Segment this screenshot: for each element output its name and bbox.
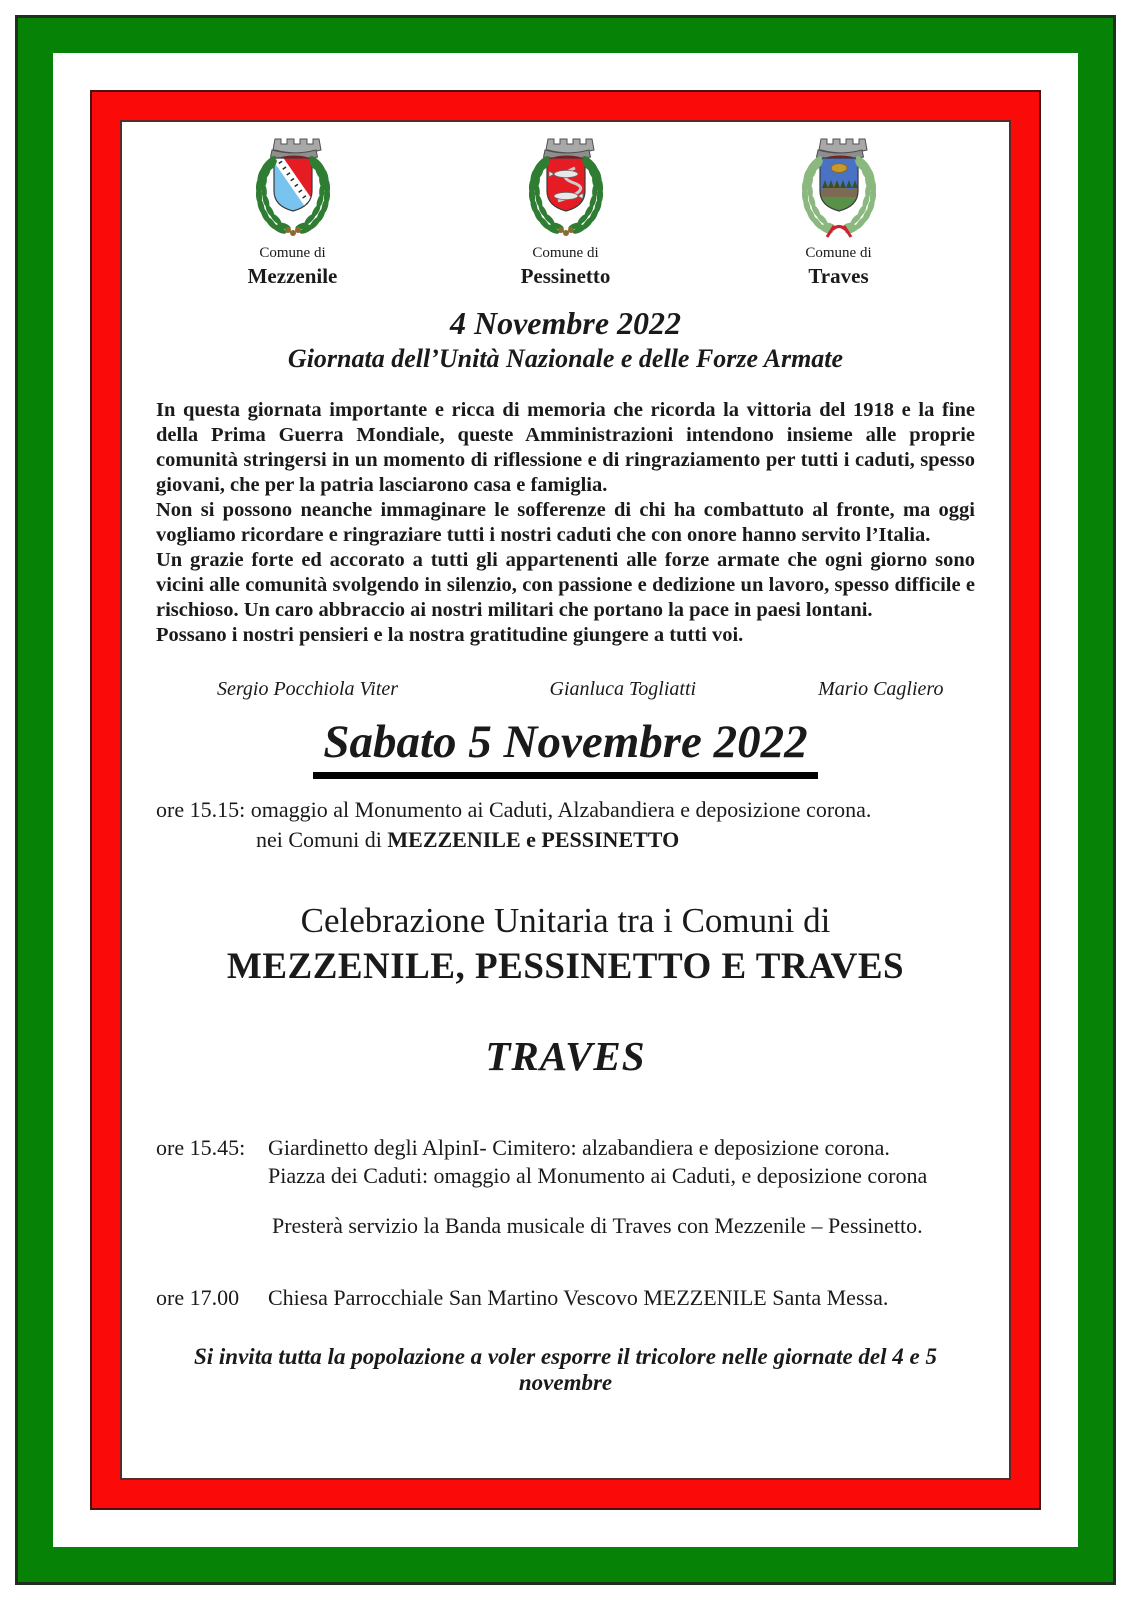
celebration-line1: Celebrazione Unitaria tra i Comuni di [300,901,831,940]
event-1515-line2-prefix: nei Comuni di [256,827,388,852]
commune-traves [702,134,975,289]
celebration-heading [156,901,975,988]
footer-note: Si invita tutta la popolazione a voler esporre il tricolore nelle giornate del 4 e 5 novembre [193,1344,937,1395]
time-label: ore 15.45: [156,1135,246,1160]
mezzenile-coat-of-arms-icon [230,134,356,238]
commune-label: Comune di [532,245,599,261]
body-paragraph: Possano i nostri pensieri e la nostra gratitudine giungere a tutti voi. [156,624,744,646]
tricolor-frame-green [15,15,1116,1585]
commune-label: Comune di [805,245,872,261]
tricolor-frame-white-gap [53,53,1078,1547]
band-note: Presterà servizio la Banda musicale di Traves con Mezzenile – Pessinetto. [272,1213,923,1238]
body-paragraph: Non si possono neanche immaginare le sofferenze di chi ha combattuto al fronte, ma oggi vogliamo ricordare e ringraziare tutti i nostri caduti che con onore hanno servito l’Italia. [156,499,975,546]
time-label: ore 17.00 [156,1285,240,1310]
commune-name: Mezzenile [247,264,338,288]
schedule-1545-line1: Giardinetto degli AlpinI- Cimitero: alzabandiera e deposizione corona. [268,1135,890,1160]
commune-label: Comune di [259,245,326,261]
commune-pessinetto [429,134,702,289]
signature-traves-mayor: Mario Cagliero [818,678,944,700]
poster-content [120,120,1011,1480]
pessinetto-coat-of-arms-icon [503,134,629,238]
body-paragraph: In questa giornata importante e ricca di memoria che ricorda la vittoria del 1918 e la fine della Prima Guerra Mondiale, queste Amministrazioni intendono insieme alle proprie comunità stringersi in un momento di riflessione e di ringraziamento per tutti i caduti, spesso giovani, che per la patria lasciarono casa e famiglia. [156,399,975,496]
traves-coat-of-arms-icon [776,134,902,238]
commune-mezzenile [156,134,429,289]
schedule-row-1545 [156,1134,975,1190]
schedule-description [268,1134,975,1190]
commune-name: Traves [808,264,869,288]
schedule-1700-line1: Chiesa Parrocchiale San Martino Vescovo MEZZENILE Santa Messa. [268,1285,889,1310]
saturday-heading-wrap [156,715,975,779]
communes-row [156,134,975,289]
tricolor-frame-red [90,90,1041,1510]
signatures-row [156,678,975,701]
schedule-row-1700 [156,1284,975,1312]
commune-name: Pessinetto [520,264,611,288]
signature-pessinetto-mayor: Gianluca Togliatti [549,678,697,700]
page-title: 4 Novembre 2022 [449,305,682,341]
body-paragraph: Un grazie forte ed accorato a tutti gli appartenenti alle forze armate che ogni giorno sono vicini alle comunità svolgendo in silenzio, con passione e dedizione un lavoro, spesso difficile e rischioso. Un caro abbraccio ai nostri militari che portano la pace in paesi lontani. [156,549,975,621]
event-1515-line2-communes: MEZZENILE e PESSINETTO [387,827,680,852]
saturday-heading: Sabato 5 Novembre 2022 [313,715,817,779]
traves-heading: TRAVES [485,1033,646,1079]
title-block [156,305,975,374]
event-1515 [156,795,975,855]
event-1515-line1: ore 15.15: omaggio al Monumento ai Caduti, Alzabandiera e deposizione corona. [156,797,872,822]
page-subtitle: Giornata dell’Unità Nazionale e delle Forze Armate [287,344,844,373]
body-text [156,398,975,648]
schedule-1545-line2: Piazza dei Caduti: omaggio al Monumento ai Caduti, e deposizione corona [268,1163,928,1188]
celebration-line2: MEZZENILE, PESSINETTO E TRAVES [226,946,905,987]
signature-mezzenile-mayor: Sergio Pocchiola Viter [216,678,399,700]
event-1515-line2 [256,825,975,855]
